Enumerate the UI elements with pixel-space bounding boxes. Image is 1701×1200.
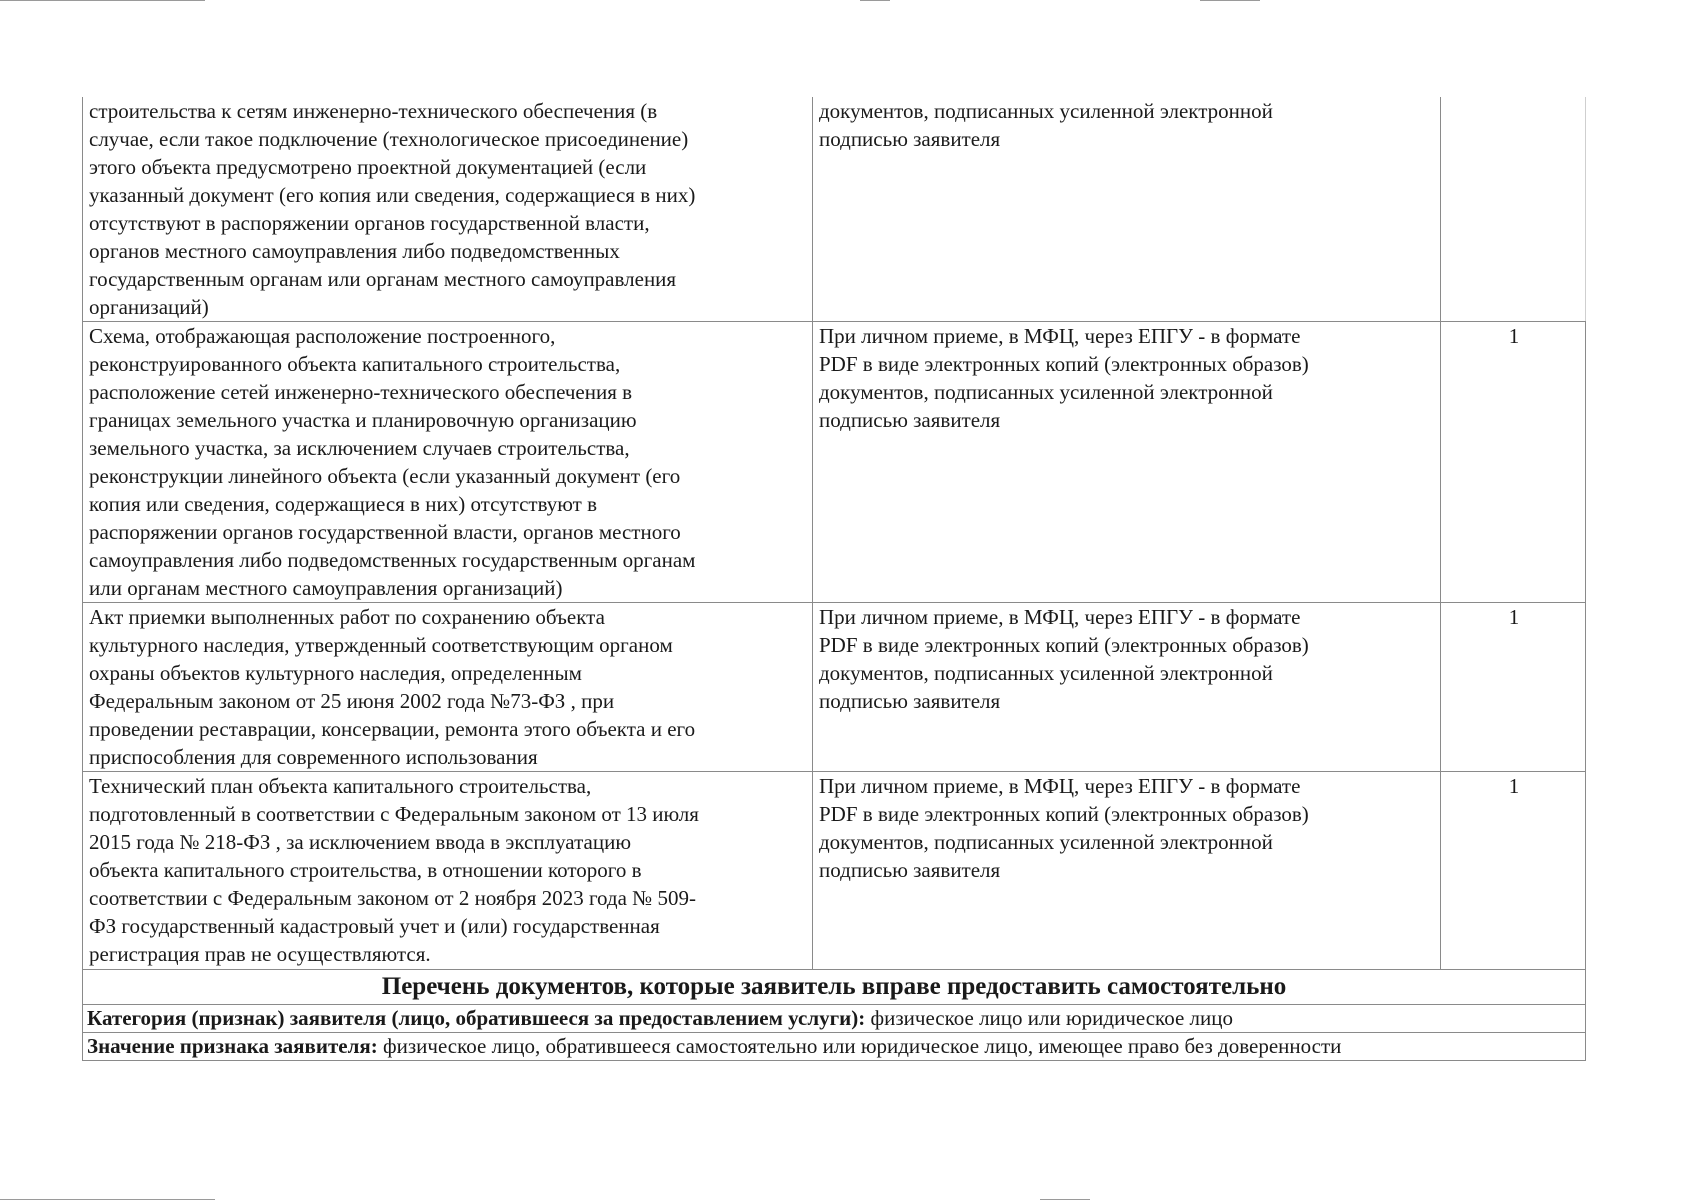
section-heading-row <box>83 970 1586 1005</box>
submission-method-cell: документов, подписанных усиленной электронной подписью заявителя <box>813 97 1441 322</box>
attribute-cell <box>83 1033 1586 1061</box>
attribute-row <box>83 1033 1586 1061</box>
document-count-cell: 1 <box>1441 322 1586 603</box>
submission-method-cell: При личном приеме, в МФЦ, через ЕПГУ - в формате PDF в виде электронных копий (электронных образов) документов, подписанных усиленной электронной подписью заявителя <box>813 322 1441 603</box>
scan-edge-top-right <box>1200 0 1260 1</box>
section-heading: Перечень документов, которые заявитель вправе предоставить самостоятельно <box>83 970 1586 1005</box>
table-row <box>83 603 1586 772</box>
document-count-cell <box>1441 97 1586 322</box>
document-name-cell: строительства к сетям инженерно-технического обеспечения (в случае, если такое подключение (технологическое присоединение) этого объекта предусмотрено проектной документацией (если указанный документ (его копия или сведения, содержащиеся в них) отсутствуют в распоряжении органов государственной власти, органов местного самоуправления либо подведомственных государственным органам или органам местного самоуправления организаций) <box>83 97 813 322</box>
document-count-cell: 1 <box>1441 772 1586 970</box>
document-count-cell: 1 <box>1441 603 1586 772</box>
category-row <box>83 1005 1586 1033</box>
category-cell <box>83 1005 1586 1033</box>
submission-method-cell: При личном приеме, в МФЦ, через ЕПГУ - в формате PDF в виде электронных копий (электронных образов) документов, подписанных усиленной электронной подписью заявителя <box>813 772 1441 970</box>
category-value: физическое лицо или юридическое лицо <box>865 1006 1233 1030</box>
document-name-cell: Технический план объекта капитального строительства, подготовленный в соответствии с Федеральным законом от 13 июля 2015 года № 218-ФЗ , за исключением ввода в эксплуатацию объекта капитального строительства, в отношении которого в соответствии с Федеральным законом от 2 ноября 2023 года № 509- ФЗ государственный кадастровый учет и (или) государственная регистрация прав не осуществляются. <box>83 772 813 970</box>
table-row <box>83 772 1586 970</box>
table-row <box>83 322 1586 603</box>
attribute-value: физическое лицо, обратившееся самостоятельно или юридическое лицо, имеющее право без доверенности <box>377 1034 1342 1058</box>
document-name-cell: Схема, отображающая расположение построенного, реконструированного объекта капитального строительства, расположение сетей инженерно-технического обеспечения в границах земельного участка и планировочную организацию земельного участка, за исключением случаев строительства, реконструкции линейного объекта (если указанный документ (его копия или сведения, содержащиеся в них) отсутствуют в распоряжении органов государственной власти, органов местного самоуправления либо подведомственных государственным органам или органам местного самоуправления организаций) <box>83 322 813 603</box>
table-row <box>83 97 1586 322</box>
category-label: Категория (признак) заявителя (лицо, обратившееся за предоставлением услуги): <box>87 1006 866 1030</box>
scan-edge-top-left <box>0 0 205 1</box>
attribute-label: Значение признака заявителя: <box>87 1034 378 1058</box>
scan-edge-top-mid <box>860 0 890 1</box>
submission-method-cell: При личном приеме, в МФЦ, через ЕПГУ - в формате PDF в виде электронных копий (электронных образов) документов, подписанных усиленной электронной подписью заявителя <box>813 603 1441 772</box>
documents-table <box>82 97 1586 1061</box>
document-name-cell: Акт приемки выполненных работ по сохранению объекта культурного наследия, утвержденный соответствующим органом охраны объектов культурного наследия, определенным Федеральным законом от 25 июня 2002 года №73-ФЗ , при проведении реставрации, консервации, ремонта этого объекта и его приспособления для современного использования <box>83 603 813 772</box>
